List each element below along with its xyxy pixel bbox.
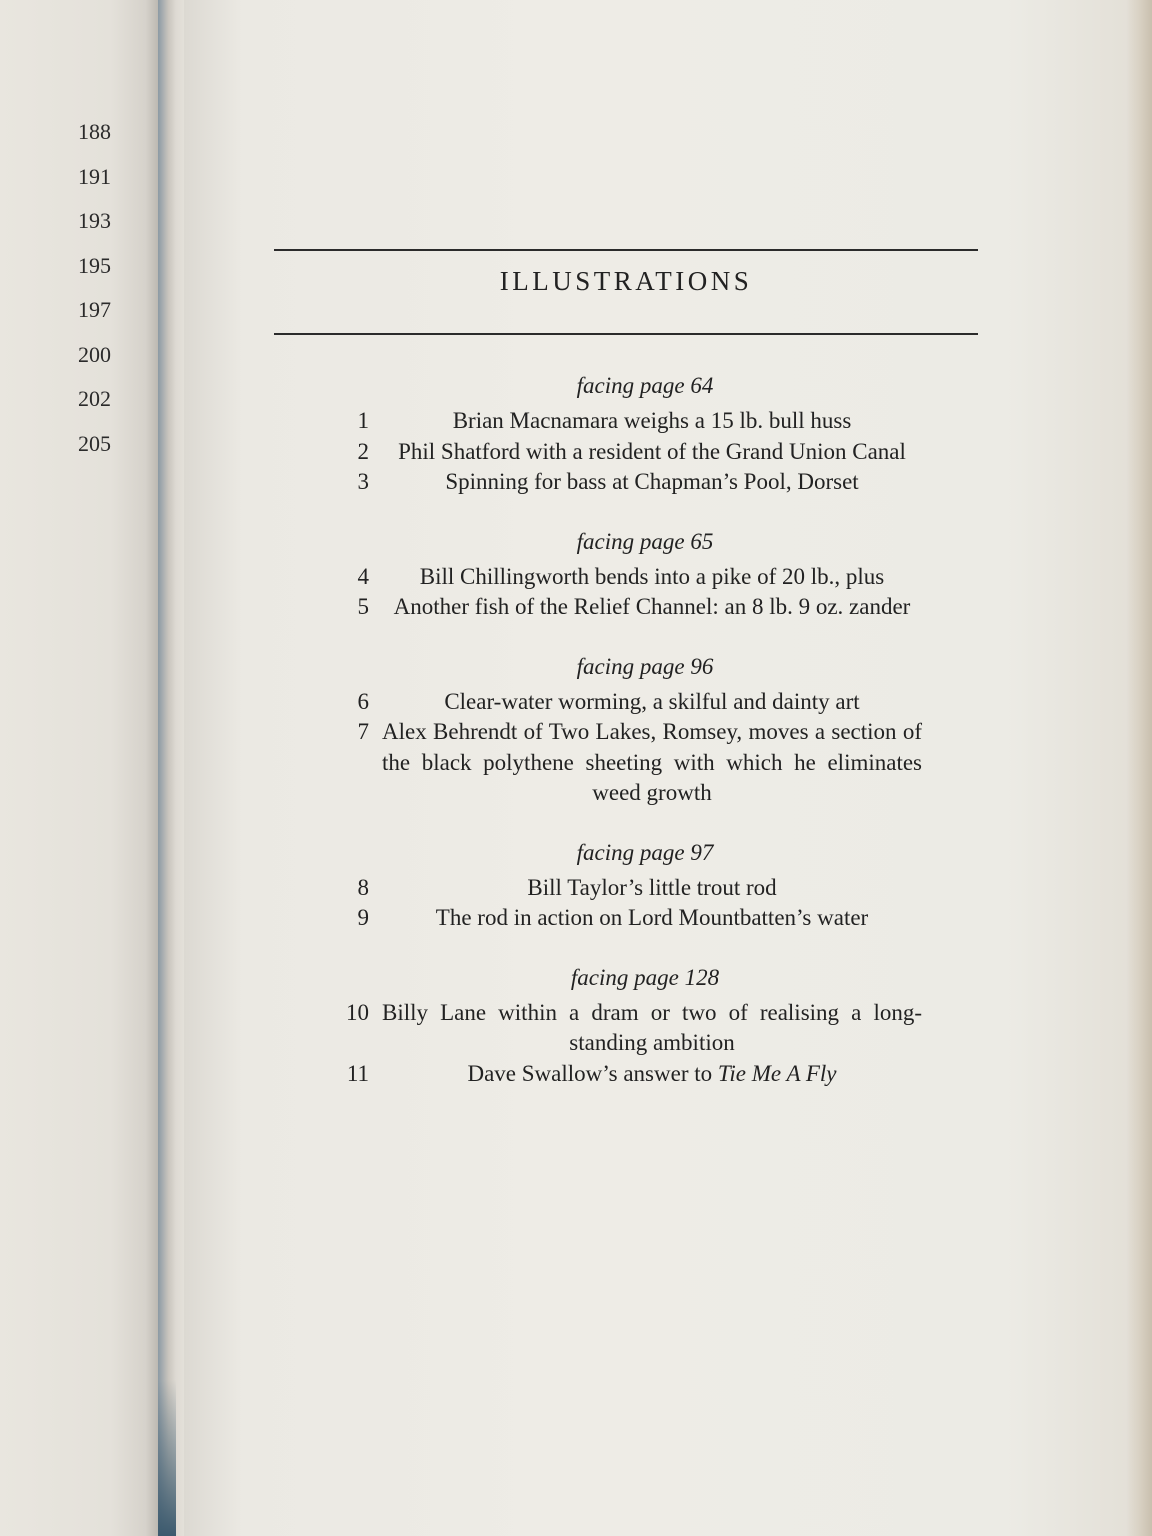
facing-page-label: facing page 65	[576, 528, 714, 554]
illustration-group	[300, 370, 960, 498]
illustration-group	[300, 651, 960, 809]
illustration-caption: Brian Macnamara weighs a 15 lb. bull huss	[452, 408, 852, 433]
illustration-caption: Another fish of the Relief Channel: an 8 lb. 9 oz. zander	[393, 594, 911, 619]
illustration-number: 5	[357, 594, 369, 619]
illustrations-list	[300, 370, 960, 1117]
page-number: 197	[78, 297, 111, 322]
book-spine-edge	[158, 1380, 176, 1536]
illustration-group	[300, 526, 960, 623]
illustration-caption: Clear-water worming, a skilful and dainty art	[444, 688, 860, 714]
illustration-entry	[300, 717, 960, 809]
illustration-caption: Spinning for bass at Chapman’s Pool, Dorset	[445, 469, 859, 494]
illustration-entry	[300, 467, 960, 498]
illustration-group	[300, 962, 960, 1090]
illustration-number: 4	[357, 563, 369, 589]
illustration-number: 1	[357, 408, 369, 433]
illustration-entry	[300, 998, 960, 1059]
page-number: 188	[78, 119, 111, 144]
left-page	[0, 0, 158, 1536]
illustration-caption: Bill Chillingworth bends into a pike of 20 lb., plus	[419, 563, 885, 589]
illustration-entry	[300, 903, 960, 934]
book-title: Tie Me A Fly	[717, 1060, 837, 1086]
illustration-caption	[382, 1059, 922, 1090]
illustration-entry	[300, 592, 960, 623]
page-number: 193	[78, 208, 111, 233]
illustration-number: 6	[357, 688, 369, 714]
page-edge	[1126, 0, 1152, 1536]
contents-page-numbers	[78, 110, 111, 466]
illustration-number: 8	[357, 874, 369, 900]
facing-page-label: facing page 96	[576, 653, 714, 679]
facing-page-label: facing page 97	[576, 839, 714, 865]
illustration-caption: Billy Lane within a dram or two of realising a long-standing ambition	[382, 999, 922, 1055]
illustration-number: 10	[346, 999, 369, 1025]
illustration-entry	[300, 1059, 960, 1090]
illustration-entry	[300, 687, 960, 718]
heading-rule-top	[274, 249, 978, 251]
illustration-number: 3	[357, 469, 369, 494]
caption-text: Dave Swallow’s answer to	[467, 1060, 718, 1086]
page-number: 205	[78, 430, 111, 456]
illustration-entry	[300, 562, 960, 593]
heading-rule-bottom	[274, 333, 978, 335]
page-number: 202	[78, 386, 111, 411]
illustration-caption: The rod in action on Lord Mountbatten’s water	[435, 905, 869, 930]
facing-page-label: facing page 64	[576, 373, 714, 398]
page-number: 200	[78, 341, 111, 367]
illustration-group	[300, 837, 960, 934]
illustration-entry	[300, 406, 960, 437]
illustration-number: 2	[357, 438, 369, 464]
page-number: 195	[78, 252, 111, 278]
illustration-number: 7	[357, 719, 369, 744]
facing-page-label: facing page 128	[570, 964, 720, 990]
illustration-entry	[300, 437, 960, 468]
illustration-entry	[300, 873, 960, 904]
illustration-caption: Bill Taylor’s little trout rod	[527, 874, 777, 900]
page-title: ILLUSTRATIONS	[499, 266, 753, 296]
page-number: 191	[78, 163, 111, 189]
illustration-number: 9	[357, 905, 369, 930]
illustration-number: 11	[346, 1060, 369, 1086]
illustration-caption: Alex Behrendt of Two Lakes, Romsey, moves a section of the black polythene sheeting with which he eliminates weed growth	[382, 719, 922, 805]
illustration-caption: Phil Shatford with a resident of the Grand Union Canal	[398, 438, 906, 464]
